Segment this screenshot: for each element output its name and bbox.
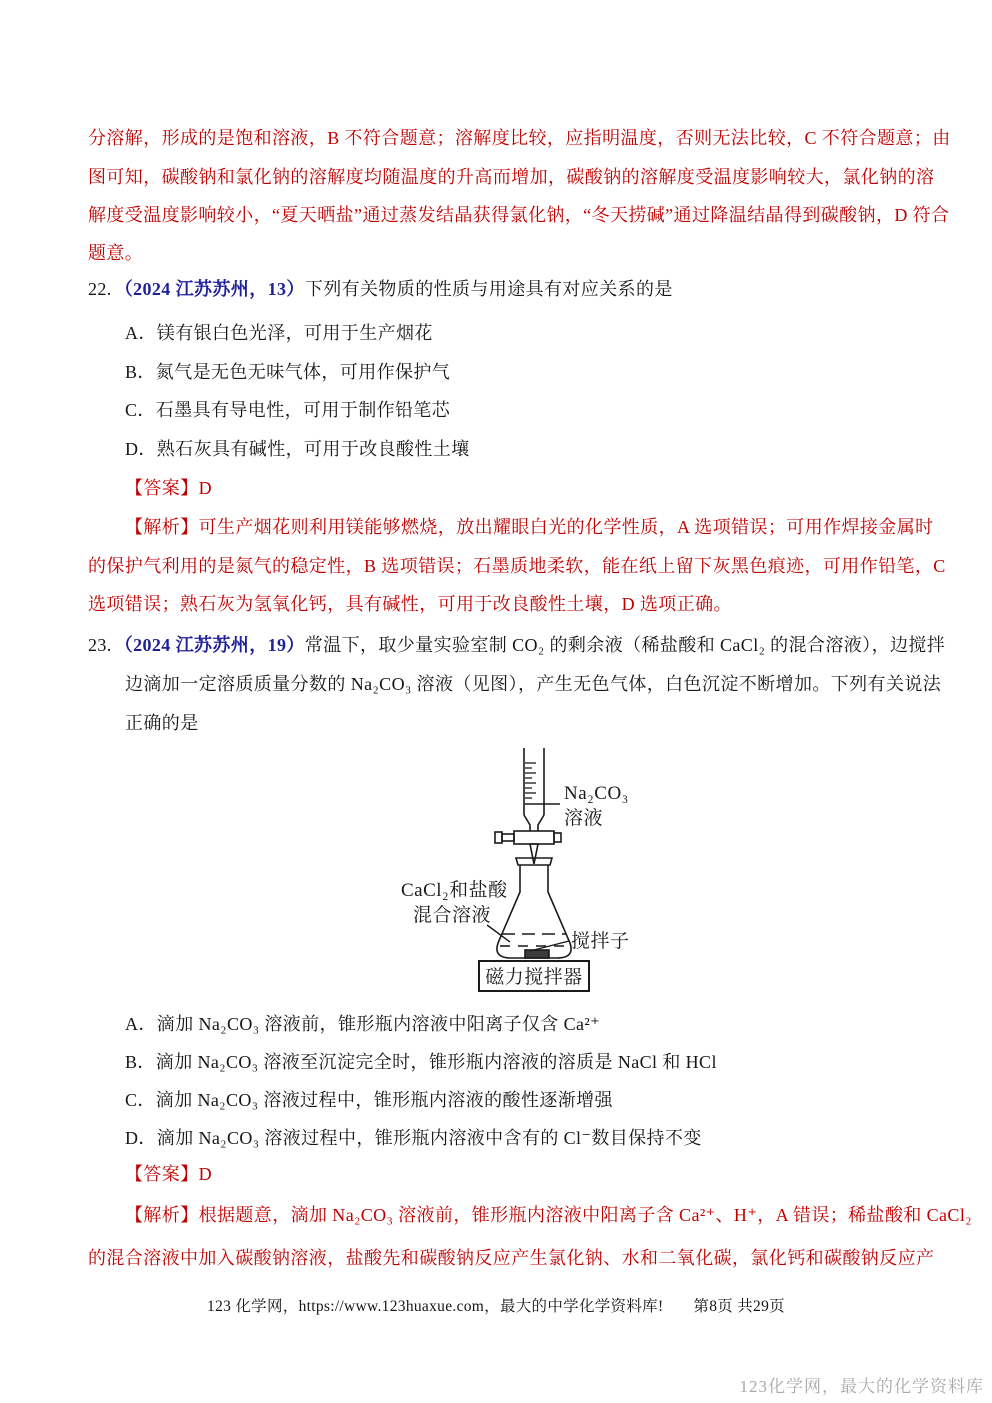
intro-explanation-line: 图可知，碳酸钠和氯化钠的溶解度均随温度的升高而增加，碳酸钠的溶解度受温度影响较大，氯化钠的溶	[88, 167, 935, 187]
question-22-analysis-line: 的保护气利用的是氮气的稳定性，B 选项错误；石墨质地柔软，能在纸上留下灰黑色痕迹，可用作铅笔，C	[88, 556, 946, 576]
intro-explanation-line: 分溶解，形成的是饱和溶液，B 不符合题意；溶解度比较，应指明温度，否则无法比较，C 不符合题意；由	[88, 128, 951, 148]
question-23-number: 23.	[88, 635, 112, 655]
question-23-stem-line: 正确的是	[125, 713, 199, 733]
question-23-stem: 常温下，取少量实验室制 CO₂ 的剩余液（稀盐酸和 CaCl₂ 的混合溶液），边搅拌	[304, 635, 946, 655]
question-22-analysis-line: 选项错误；熟石灰为氢氧化钙，具有碱性，可用于改良酸性土壤，D 选项正确。	[88, 594, 732, 614]
conical-flask	[497, 865, 571, 958]
burette-label: 溶液	[564, 808, 604, 829]
footer-site-text: 123 化学网，https://www.123huaxue.com，最大的中学化学资料库!	[207, 1298, 664, 1315]
burette-taper	[524, 815, 544, 831]
question-23-answer: 【答案】D	[125, 1164, 212, 1184]
intro-explanation-line: 题意。	[88, 243, 144, 263]
stir-bar	[525, 950, 549, 958]
intro-explanation-line: 解度受温度影响较小，“夏天晒盐”通过蒸发结晶获得氯化钠，“冬天捞碱”通过降温结晶得到碳酸钠，D 符合	[88, 205, 950, 225]
flask-contents-label: 混合溶液	[413, 905, 492, 926]
watermark-text: 123化学网，最大的化学资料库	[739, 1377, 984, 1396]
question-23-analysis-line: 【解析】根据题意，滴加 Na₂CO₃ 溶液前，锥形瓶内溶液中阳离子含 Ca²⁺、H⁺，A 错误；稀盐酸和 CaCl₂	[125, 1205, 972, 1225]
question-22-source: （2024 江苏苏州，13）	[114, 279, 305, 299]
stir-bar-label: 搅拌子	[571, 931, 630, 952]
question-22-answer: 【答案】D	[125, 478, 212, 498]
question-22-option-b: B．氮气是无色无味气体，可用作保护气	[125, 362, 451, 382]
flask-contents-label: CaCl₂和盐酸	[401, 880, 508, 901]
question-22-number: 22.	[88, 279, 112, 299]
magnetic-stirrer-label: 磁力搅拌器	[485, 967, 583, 988]
question-23-stem-line	[88, 632, 945, 658]
question-22-stem-line	[88, 276, 673, 302]
question-23-stem-line: 边滴加一定溶质质量分数的 Na₂CO₃ 溶液（见图），产生无色气体，白色沉淀不断增加。下列有关说法	[125, 674, 942, 694]
stopcock	[495, 831, 561, 844]
question-23-option-a: A．滴加 Na₂CO₃ 溶液前，锥形瓶内溶液中阳离子仅含 Ca²⁺	[125, 1014, 601, 1034]
apparatus-diagram	[393, 745, 693, 995]
burette-graduations	[525, 763, 536, 798]
footer-page-number: 第8页 共29页	[693, 1298, 785, 1315]
question-22-option-c: C．石墨具有导电性，可用于制作铅笔芯	[125, 400, 451, 420]
page-footer	[0, 1294, 992, 1316]
question-22-stem: 下列有关物质的性质与用途具有对应关系的是	[304, 279, 673, 299]
question-23-option-d: D．滴加 Na₂CO₃ 溶液过程中，锥形瓶内溶液中含有的 Cl⁻数目保持不变	[125, 1128, 702, 1148]
question-23-option-b: B．滴加 Na₂CO₃ 溶液至沉淀完全时，锥形瓶内溶液的溶质是 NaCl 和 HCl	[125, 1052, 717, 1072]
question-23-analysis-line: 的混合溶液中加入碳酸钠溶液，盐酸先和碳酸钠反应产生氯化钠、水和二氧化碳，氯化钙和碳酸钠反应产	[88, 1248, 935, 1268]
question-23-source: （2024 江苏苏州，19）	[114, 635, 305, 655]
question-22-analysis-line: 【解析】可生产烟花则利用镁能够燃烧，放出耀眼白光的化学性质，A 选项错误；可用作焊接金属时	[125, 517, 934, 537]
question-22-option-a: A．镁有银白色光泽，可用于生产烟花	[125, 323, 433, 343]
burette-tip	[530, 844, 538, 864]
question-23-option-c: C．滴加 Na₂CO₃ 溶液过程中，锥形瓶内溶液的酸性逐渐增强	[125, 1090, 613, 1110]
burette-label: Na₂CO₃	[564, 783, 629, 804]
question-22-option-d: D．熟石灰具有碱性，可用于改良酸性土壤	[125, 439, 470, 459]
